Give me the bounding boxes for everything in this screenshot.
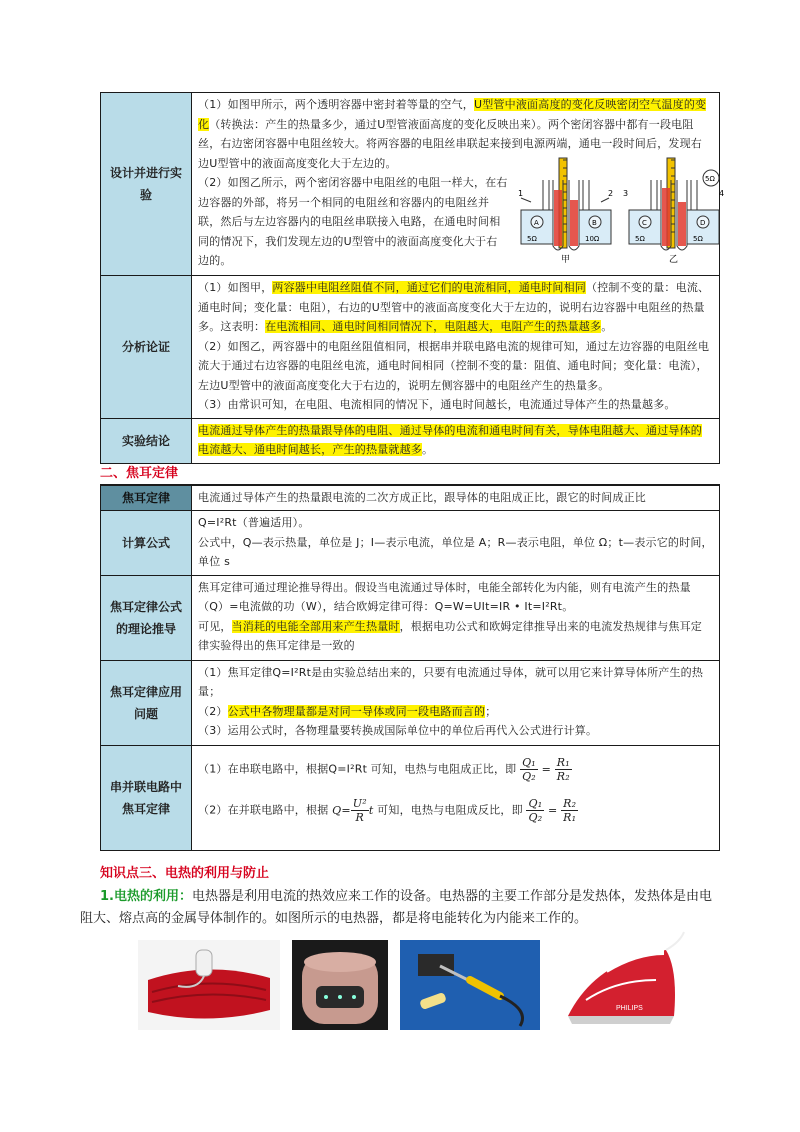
fraction-q1-q2: $\frac{\text{Q₁}}{\text{Q₂}}$ bbox=[522, 755, 536, 783]
fraction-q1-q2: $\frac{\text{Q₁}}{\text{Q₂}}$ bbox=[528, 796, 543, 824]
resistor-value: 5Ω bbox=[705, 175, 715, 183]
text: 。 bbox=[601, 320, 613, 333]
equals-sign: = bbox=[341, 803, 351, 817]
highlighted-text: 当消耗的电能全部用来产生热量时 bbox=[231, 619, 400, 633]
row-content bbox=[192, 575, 720, 660]
formula-q: Q bbox=[332, 803, 342, 817]
figure-jia bbox=[518, 158, 613, 265]
table-row bbox=[101, 418, 720, 463]
electric-iron-image bbox=[556, 930, 686, 1030]
row-label: 焦耳定律 bbox=[101, 485, 192, 511]
label-b: B bbox=[592, 219, 597, 227]
row-content bbox=[192, 660, 720, 745]
paragraph: 公式中，Q—表示热量，单位是 J；I—表示电流，单位是 A；R—表示电阻，单位 Ω；t—表示它的时间，单位 s bbox=[198, 535, 713, 568]
label-a: A bbox=[534, 219, 539, 227]
caption-jia: 甲 bbox=[561, 255, 571, 265]
label-c: C bbox=[642, 219, 647, 227]
text: （转换法：产生的热量多少，通过U型管液面高度的变化反映出来）。两个密闭容器中都有一段电阻丝，右边密闭容器中电阻丝较大。将两容器的电阻丝串联起来接到电源两端，通电一段时间后，发现右边U型管中的液面高度变化大于左边的。 bbox=[198, 117, 702, 170]
brand-label: PHILIPS bbox=[616, 1005, 643, 1012]
highlighted-text: 在电流相同、通电时间相同情况下，电阻越大，电阻产生的热量越多 bbox=[265, 320, 602, 333]
formula-t: t bbox=[368, 803, 374, 817]
row-label: 实验结论 bbox=[101, 418, 192, 463]
section-heading: 知识点三、电热的利用与防止 bbox=[100, 866, 270, 881]
text: （1）如图甲所示，两个透明容器中密封着等量的空气， bbox=[198, 98, 474, 111]
row-label: 焦耳定律公式的理论推导 bbox=[101, 575, 192, 660]
label-4: 4 bbox=[719, 189, 725, 198]
text: 电热器是利用电流的热效应来工作的设备。电热器的主要工作部分是发热体，发热体是由电阻大、熔点高的金属导体制作的。如图所示的电热器，都是将电能转化为内能来工作的。 bbox=[80, 889, 712, 926]
figure-yi bbox=[623, 158, 724, 265]
row-label: 计算公式 bbox=[101, 511, 192, 576]
row-content: 电流通过导体产生的热量跟电流的二次方成正比，跟导体的电阻成正比，跟它的时间成正比 bbox=[192, 485, 720, 511]
fraction-r2-r1: $\frac{\text{R₂}}{\text{R₁}}$ bbox=[563, 796, 577, 824]
paragraph: （1）焦耳定律Q=I²Rt是由实验总结出来的，只要有电流通过导体，就可以用它来计算导体所产生的热量； bbox=[198, 665, 704, 698]
row-content bbox=[192, 511, 720, 576]
paragraph: （3）运用公式时，各物理量要转换成国际单位中的单位后再代入公式进行计算。 bbox=[198, 724, 598, 737]
label-1: 1 bbox=[518, 189, 524, 198]
section-3 bbox=[80, 860, 720, 930]
paragraph bbox=[80, 886, 720, 930]
text: （2）在并联电路中，根据 bbox=[198, 803, 329, 816]
highlighted-text: 两容器中电阻丝阻值不同，通过它们的电流相同，通电时间相同 bbox=[272, 281, 587, 294]
resistor-value: 5Ω bbox=[693, 235, 703, 243]
text: ，根据电功公式和欧姆定律推导出来的电流发热规律与焦耳定律实验得出的焦耳定律是一致的 bbox=[198, 619, 703, 652]
text: （2） bbox=[198, 704, 228, 718]
label-3: 3 bbox=[623, 189, 629, 198]
row-content bbox=[192, 418, 720, 463]
text: （1）在串联电路中，根据Q=I²Rt 可知，电热与电阻成正比，即 bbox=[198, 762, 517, 775]
formula-text: Q=I²Rt（普遍适用）。 bbox=[198, 516, 310, 529]
experiment-table bbox=[100, 92, 720, 464]
table-row bbox=[101, 276, 720, 419]
resistor-value: 10Ω bbox=[585, 235, 600, 243]
soldering-iron-image bbox=[400, 940, 540, 1030]
controller-icon bbox=[196, 950, 212, 976]
resistor-value: 5Ω bbox=[527, 235, 537, 243]
paragraph: （2）如图乙，两容器中的电阻丝阻值相同，根据串并联电路电流的规律可知，通过左边容器的电阻丝电流大于通过右边容器的电阻丝电流，通电时间相同（控制不变的量：阻值、通电时间；变化量：电流），左边U型管中的液面高度变化大于右边的，说明左侧容器中的电阻丝产生的热量多。 bbox=[198, 339, 710, 392]
resistor-value: 5Ω bbox=[635, 235, 645, 243]
fraction-r1-r2: $\frac{\text{R₁}}{\text{R₂}}$ bbox=[556, 755, 570, 783]
row-label: 焦耳定律应用问题 bbox=[101, 660, 192, 745]
table-row bbox=[101, 745, 720, 850]
table-row bbox=[101, 485, 720, 511]
highlighted-text: 电流通过导体产生的热量跟导体的电阻、通过导体的电流和通电时间有关，导体电阻越大、通过导体的电流越大、通电时间越长，产生的热量就越多 bbox=[198, 423, 702, 456]
text: （控制不变的量：电流、通电时间；变化量：电阻），右边的U型管中的液面高度变化大于左边的，说明右边容器中电阻丝的热量多。这表明： bbox=[198, 281, 710, 333]
text: ； bbox=[485, 704, 497, 718]
text: （1）如图甲， bbox=[198, 281, 273, 294]
text: 。 bbox=[422, 443, 434, 456]
table-row bbox=[101, 511, 720, 576]
caption-yi: 乙 bbox=[669, 255, 679, 265]
paragraph: （3）由常识可知，在电阻、电流相同的情况下，通电时间越长，电流通过导体产生的热量越多。 bbox=[198, 398, 676, 411]
table-row bbox=[101, 660, 720, 745]
keyword: 1.电热的利用： bbox=[100, 889, 192, 904]
experiment-figure bbox=[513, 150, 728, 268]
highlighted-text: U型管中液面高度的变化反映密闭空气温度的变化 bbox=[198, 98, 707, 131]
row-content: （1）在串联电路中，根据Q=I²Rt 可知，电热与电阻成正比，即 $\frac{\text{Q₁}}{\text{Q₂}}$ = $\frac{\text{R₁}}{\text{R₂}}$ （2）在并联电路中，根据 Q= $\frac{\text{U²}}{R}$ t 可知，电热与电阻成反比，即 $\frac{\text{Q₁}}{\text{Q₂}}$ = $\frac{\text{R₂}}{\text{R₁}}$ bbox=[192, 745, 720, 850]
text: 可见， bbox=[198, 619, 232, 633]
row-label: 串并联电路中焦耳定律 bbox=[101, 745, 192, 850]
highlighted-text: 公式中各物理量都是对同一导体或同一段电路而言的 bbox=[227, 704, 486, 718]
electric-blanket-image bbox=[138, 940, 280, 1030]
row-label: 分析论证 bbox=[101, 276, 192, 419]
label-2: 2 bbox=[608, 189, 614, 198]
label-d: D bbox=[700, 219, 706, 227]
fraction-u2-r: $\frac{\text{U²}}{R}$ bbox=[352, 796, 367, 824]
table-row bbox=[101, 575, 720, 660]
section-heading: 二、焦耳定律 bbox=[100, 464, 720, 485]
joule-law-table bbox=[100, 485, 720, 851]
paragraph: 焦耳定律可通过理论推导得出。假设当电流通过导体时，电能全部转化为内能，则有电流产生的热量（Q）=电流做的功（W），结合欧姆定律可得：Q=W=UIt=IR • It=I²Rt。 bbox=[198, 580, 691, 613]
row-label: 设计并进行实验 bbox=[101, 93, 192, 276]
rice-cooker-image bbox=[292, 940, 388, 1030]
row-content bbox=[192, 276, 720, 419]
text: 可知，电热与电阻成反比，即 bbox=[377, 803, 523, 816]
paragraph: （2）如图乙所示，两个密闭容器中电阻丝的电阻一样大，在右边容器的外部，将另一个相同的电阻丝和容器内的电阻丝并联，然后与左边容器内的电阻丝串联接入电路，在通电时间相同的情况下，我们发现左边的U型管中的液面高度变化大于右边的。 bbox=[198, 176, 508, 267]
